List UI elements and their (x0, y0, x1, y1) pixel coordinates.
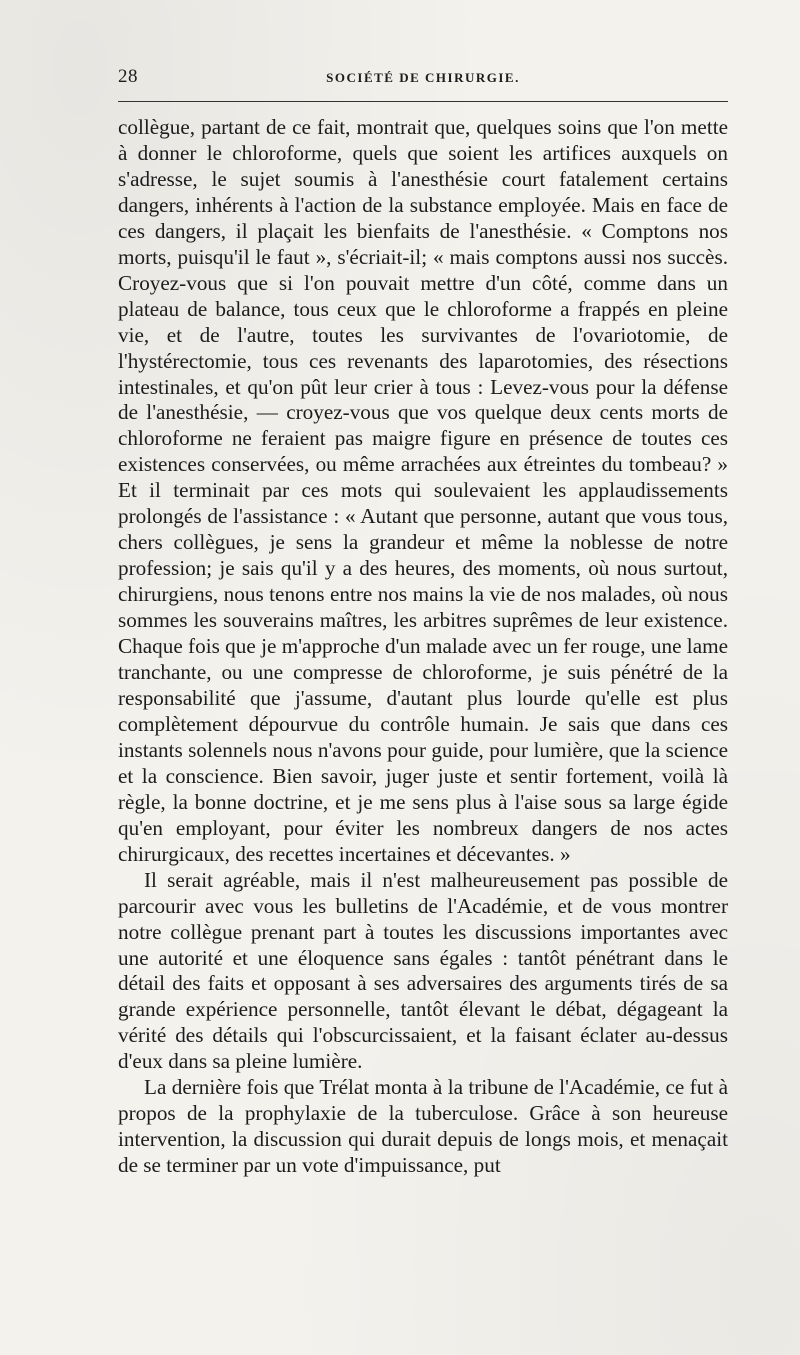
paragraph-continuation: collègue, partant de ce fait, montrait que, quelques soins que l'on mette à donner le chloroforme, quels que soient les artifices auxquels on s'adresse, le sujet soumis à l'anesthésie court fatalement certains dangers, inhérents à l'action de la substance employée. Mais en face de ces dangers, il plaçait les bienfaits de l'anesthésie. « Comptons nos morts, puisqu'il le faut », s'écriait-il; « mais comptons aussi nos succès. Croyez-vous que si l'on pouvait mettre d'un côté, comme dans un plateau de balance, tous ceux que le chloroforme a frappés en pleine vie, et de l'autre, toutes les survivantes de l'ovariotomie, de l'hystérectomie, tous ces revenants des laparotomies, des résections intestinales, et qu'on pût leur crier à tous : Levez-vous pour la défense de l'anesthésie, — croyez-vous que vos quelque deux cents morts de chloroforme ne feraient pas maigre figure en présence de toutes ces existences conservées, ou même arrachées aux étreintes du tombeau? » Et il terminait par ces mots qui soulevaient les applaudissements prolongés de l'assistance : « Autant que personne, autant que vous tous, chers collègues, je sens la grandeur et même la noblesse de notre profession; je sais qu'il y a des heures, des moments, où nous surtout, chirurgiens, nous tenons entre nos mains la vie de nos malades, où nous sommes les souverains maîtres, les arbitres suprêmes de leur existence. Chaque fois que je m'approche d'un malade avec un fer rouge, une lame tranchante, ou une compresse de chloroforme, je suis pénétré de la responsabilité que j'assume, d'autant plus lourde qu'elle est plus complètement dépourvue du contrôle humain. Je sais que dans ces instants solennels nous n'avons pour guide, pour lumière, que la science et la conscience. Bien savoir, juger juste et sentir fortement, voilà là règle, la bonne doctrine, et je me sens plus à l'aise sous sa large égide qu'en employant, pour éviter les nombreux dangers de nos actes chirurgicaux, des recettes incertaines et décevantes. » (118, 115, 728, 866)
running-head (118, 66, 728, 90)
body-text (118, 115, 728, 1179)
header-rule (118, 101, 728, 102)
page-number: 28 (118, 66, 138, 87)
running-title: SOCIÉTÉ DE CHIRURGIE. (326, 70, 520, 85)
paragraph-academy-bulletins: Il serait agréable, mais il n'est malheureusement pas possible de parcourir avec vous les bulletins de l'Académie, et de vous montrer notre collègue prenant part à toutes les discussions importantes avec une autorité et une éloquence sans égales : tantôt pénétrant dans le détail des faits et opposant à ses adversaires des arguments tirés de sa grande expérience personnelle, tantôt élevant le débat, dégageant la vérité des détails qui l'obscurcissaient, et la faisant éclater au-dessus d'eux dans sa pleine lumière. (118, 867, 728, 1074)
paragraph-last-speech: La dernière fois que Trélat monta à la tribune de l'Académie, ce fut à propos de la prophylaxie de la tuberculose. Grâce à son heureuse intervention, la discussion qui durait depuis de longs mois, et menaçait de se terminer par un vote d'impuissance, put (118, 1075, 728, 1178)
